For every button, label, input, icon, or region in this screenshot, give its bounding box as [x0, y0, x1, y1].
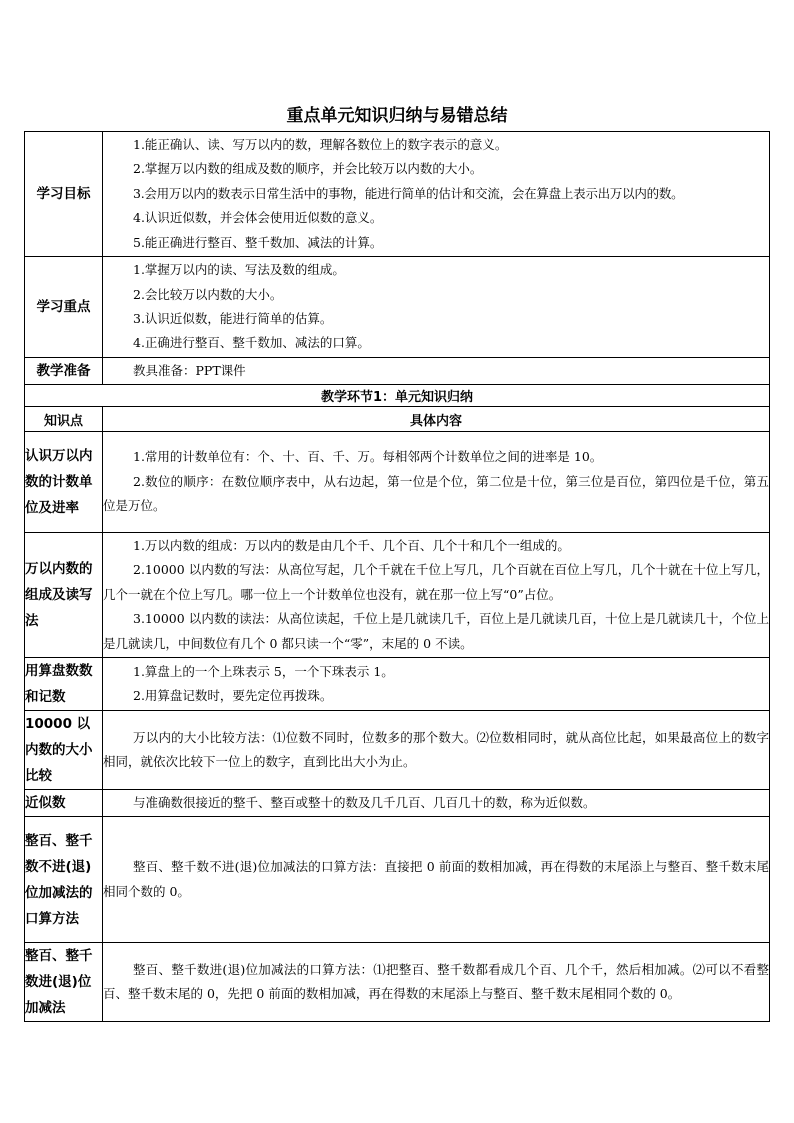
content-line: 3.10000 以内数的读法：从高位读起，千位上是几就读几千，百位上是几就读几百，十位上是几就读几十，个位上是几就读几，中间数位有几个 0 都只读一个“零”，末尾的 0 不读。: [103, 611, 769, 651]
row-content: [103, 711, 770, 790]
row-content: [103, 943, 770, 1022]
row-label: 10000 以内数的大小比较: [25, 711, 103, 790]
page-title: 重点单元知识归纳与易错总结: [286, 106, 508, 126]
section-heading: 教学环节1：单元知识归纳: [25, 385, 770, 407]
keypoints-row: [25, 257, 770, 358]
row-content: [103, 432, 770, 533]
prep-text: 教具准备：PPT课件: [133, 362, 246, 378]
table-row: [25, 711, 770, 790]
table-row: [25, 658, 770, 711]
row-label: 认识万以内数的计数单位及进率: [25, 432, 103, 533]
content-line: 1.算盘上的一个上珠表示 5，一个下珠表示 1。: [133, 663, 394, 679]
table-row: [25, 432, 770, 533]
lesson-table: [24, 131, 770, 1022]
goals-label: 学习目标: [25, 132, 103, 257]
row-label: 近似数: [25, 790, 103, 817]
section-row: [25, 385, 770, 407]
prep-label: 教学准备: [25, 358, 103, 385]
table-row: [25, 533, 770, 658]
table-row: [25, 790, 770, 817]
row-label: 整百、整千数进(退)位加减法: [25, 943, 103, 1022]
keypoints-content: [103, 257, 770, 358]
table-row: [25, 943, 770, 1022]
keypoints-label: 学习重点: [25, 257, 103, 358]
header-content: 具体内容: [103, 407, 770, 432]
keypoint-item-2: 2.会比较万以内数的大小。: [133, 286, 283, 302]
row-label: 万以内数的组成及读写法: [25, 533, 103, 658]
prep-row: [25, 358, 770, 385]
goal-item-1: 1.能正确认、读、写万以内的数，理解各数位上的数字表示的意义。: [133, 136, 508, 152]
row-content: [103, 658, 770, 711]
goal-item-4: 4.认识近似数，并会体会使用近似数的意义。: [133, 210, 383, 226]
header-row: [25, 407, 770, 432]
goal-item-3: 3.会用万以内的数表示日常生活中的事物，能进行简单的估计和交流，会在算盘上表示出万以内的数。: [133, 185, 684, 201]
content-line: 2.数位的顺序：在数位顺序表中，从右边起，第一位是个位，第二位是十位，第三位是百位，第四位是千位，第五位是万位。: [103, 473, 769, 514]
row-label: 用算盘数数和记数: [25, 658, 103, 711]
goal-item-2: 2.掌握万以内数的组成及数的顺序，并会比较万以内数的大小。: [133, 161, 483, 177]
keypoint-item-3: 3.认识近似数，能进行简单的估算。: [133, 311, 333, 326]
header-knowledge-point: 知识点: [25, 407, 103, 432]
content-line: 2.10000 以内数的写法：从高位写起，几个千就在千位上写几，几个百就在百位上写几，几个十就在十位上写几，几个一就在个位上写几。哪一位上一个计数单位也没有，就在那一位上写“0”占位。: [103, 562, 769, 602]
table-row: [25, 817, 770, 943]
keypoint-item-1: 1.掌握万以内的读、写法及数的组成。: [133, 262, 345, 278]
content-line: 整百、整千数不进(退)位加减法的口算方法：直接把 0 前面的数相加减，再在得数的末尾添上与整百、整千数末尾相同个数的 0。: [103, 859, 769, 899]
keypoint-item-4: 4.正确进行整百、整千数加、减法的口算。: [133, 335, 370, 351]
row-content: [103, 533, 770, 658]
content-line: 1.常用的计数单位有：个、十、百、千、万。每相邻两个计数单位之间的进率是 10。: [133, 449, 603, 465]
goal-item-5: 5.能正确进行整百、整千数加、减法的计算。: [133, 234, 383, 250]
content-line: 与准确数很接近的整千、整百或整十的数及几千几百、几百几十的数，称为近似数。: [133, 794, 596, 810]
prep-content: [103, 358, 770, 385]
row-label: 整百、整千数不进(退)位加减法的口算方法: [25, 817, 103, 943]
content-line: 2.用算盘记数时，要先定位再拨珠。: [133, 688, 333, 703]
goals-content: [103, 132, 770, 257]
content-line: 万以内的大小比较方法：⑴位数不同时，位数多的那个数大。⑵位数相同时，就从高位比起，如果最高位上的数字相同，就依次比较下一位上的数字，直到比出大小为止。: [103, 729, 769, 769]
row-content: [103, 790, 770, 817]
content-line: 1.万以内数的组成：万以内的数是由几个千、几个百、几个十和几个一组成的。: [133, 537, 570, 553]
row-content: [103, 817, 770, 943]
content-line: 整百、整千数进(退)位加减法的口算方法：⑴把整百、整千数都看成几个百、几个千，然后相加减。⑵可以不看整百、整千数末尾的 0，先把 0 前面的数相加减，再在得数的末尾添上与整百、整千数末尾相同个数的 0。: [103, 961, 769, 1001]
goals-row: [25, 132, 770, 257]
